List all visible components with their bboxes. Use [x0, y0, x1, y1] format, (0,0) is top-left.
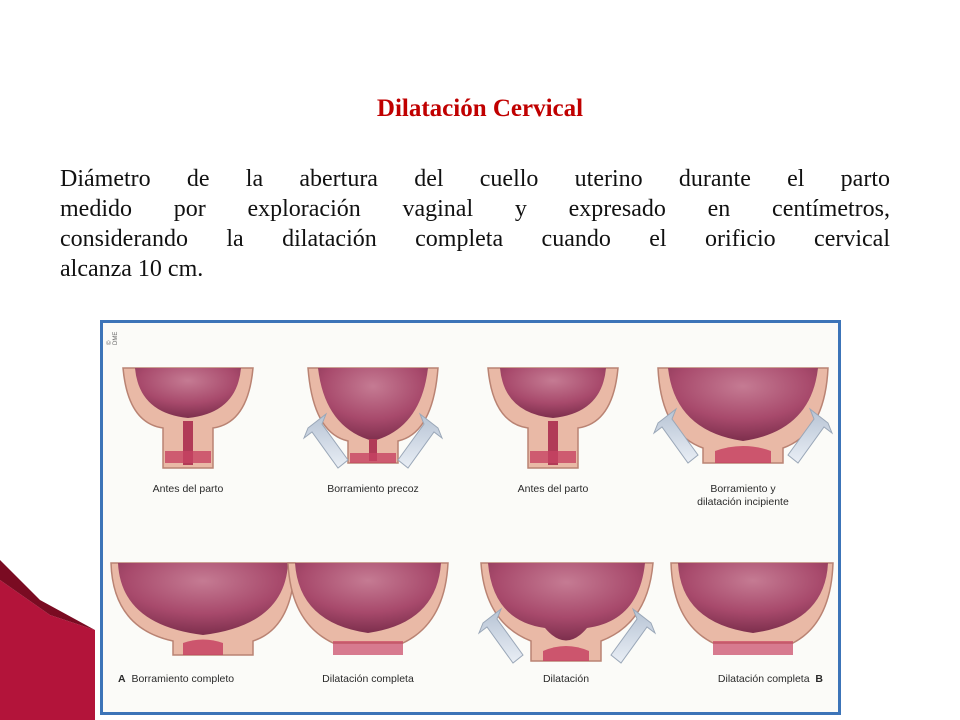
- uterus-complete-dilation-1: [288, 563, 448, 655]
- uterus-before-labor-1: [123, 368, 253, 468]
- illustration-drawing: [103, 323, 838, 712]
- copyright-mark: © DME: [107, 331, 119, 345]
- uterus-incipient-dilation: [654, 368, 832, 463]
- uterus-complete-dilation-2: [671, 563, 833, 655]
- body-line: Diámetro de la abertura del cuello uterino durante el parto: [60, 166, 890, 192]
- uterus-complete-effacement: [111, 563, 295, 655]
- slide-body: [60, 164, 890, 284]
- uterus-early-effacement: [304, 368, 442, 468]
- caption-line: dilatación incipiente: [697, 496, 789, 508]
- caption-borramiento-completo: [118, 673, 308, 686]
- body-line: medido por exploración vaginal y expresado en centímetros,: [60, 196, 890, 222]
- caption-antes-parto-2: Antes del parto: [517, 483, 589, 495]
- caption-dilatacion-completa-1: Dilatación completa: [322, 673, 414, 685]
- caption-dilatacion: Dilatación: [542, 673, 590, 685]
- caption-text: Dilatación completa: [717, 673, 810, 685]
- panel-letter-b: B: [815, 673, 823, 685]
- panel-letter-a: A: [118, 673, 126, 685]
- caption-borramiento-precoz: Borramiento precoz: [327, 483, 419, 495]
- caption-text: Borramiento completo: [131, 673, 235, 685]
- caption-antes-parto-1: Antes del parto: [152, 483, 224, 495]
- body-line: considerando la dilatación completa cuando el orificio cervical: [60, 226, 890, 252]
- caption-borramiento-dilatacion-incipiente: [658, 483, 828, 509]
- cervical-dilation-illustration: [100, 320, 841, 715]
- slide-title: Dilatación Cervical: [376, 95, 584, 122]
- caption-dilatacion-completa-2: [663, 673, 823, 686]
- body-line: alcanza 10 cm.: [60, 256, 204, 282]
- caption-line: Borramiento y: [710, 483, 776, 495]
- uterus-before-labor-2: [488, 368, 618, 468]
- corner-decoration: [0, 560, 95, 720]
- uterus-dilation: [479, 563, 655, 663]
